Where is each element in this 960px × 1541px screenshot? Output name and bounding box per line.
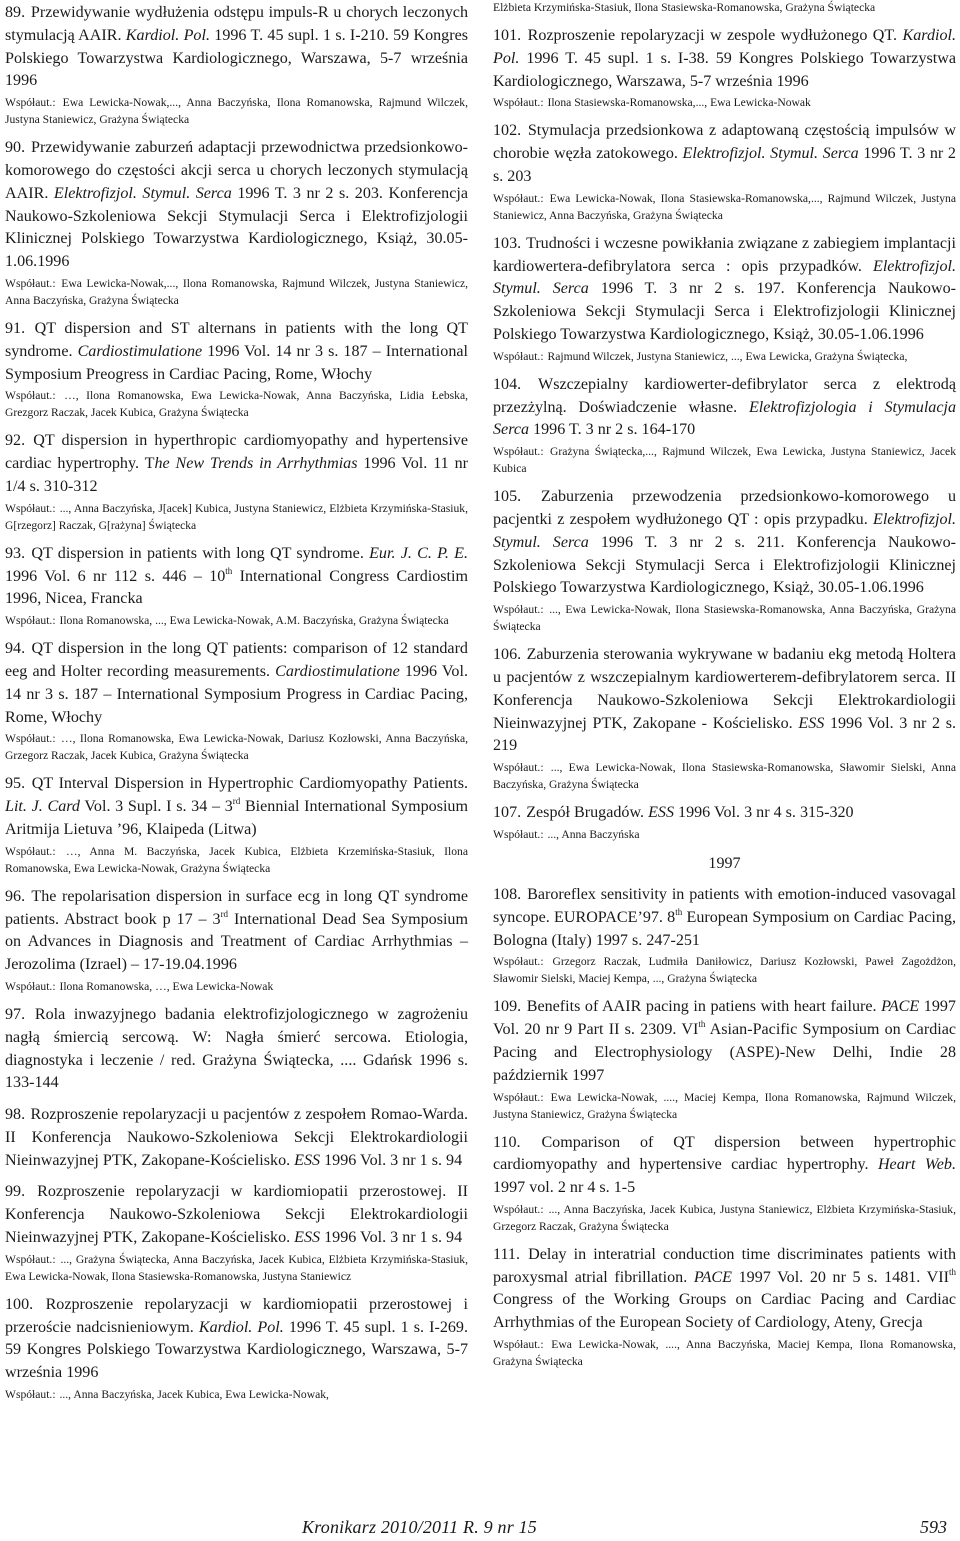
entry-text: 98. Rozproszenie repolaryzacji u pacjentów z zespołem Romao-Warda. II Konferencja Naukowo-Szkoleniowa Sekcji Elektrokardiologii Nieinwazyjnej PTK, Zakopane-Kościelisko. ESS 1996 Vol. 3 nr 1 s. 94	[5, 1106, 468, 1169]
entry-text: 108. Baroreflex sensitivity in patients with emotion-induced vasovagal syncope. EUROPACE’97. 8th European Symposium on Cardiac Pacing, Bologna (Italy) 1997 s. 247-251	[493, 885, 957, 949]
bib-entry-108	[493, 884, 956, 987]
entry-coauthors: Współaut.: Grażyna Świątecka,..., Rajmund Wilczek, Ewa Lewicka, Justyna Staniewicz, Jacek Kubica	[493, 445, 957, 476]
bib-entry-91	[5, 318, 468, 421]
entry-coauthors: Współaut.: ..., Grażyna Świątecka, Anna Baczyńska, Jacek Kubica, Elżbieta Krzymińska-Stasiuk, Ewa Lewicka-Nowak, Ilona Stasiewska-Romanowska, Justyna Staniewicz	[5, 1252, 468, 1283]
entry-text: 94. QT dispersion in the long QT patients: comparison of 12 standard eeg and Holter recording measurements. Cardiostimulatione 1996 Vol. 14 nr 3 s. 187 – International Symposium Progress in Cardiac Pacing, Rome, Włochy	[5, 640, 468, 726]
entry-coauthors: Współaut.: ..., Anna Baczyńska	[493, 827, 640, 841]
entry-coauthors: Współaut.: …, Ilona Romanowska, Ewa Lewicka-Nowak, Anna Baczyńska, Lidia Łebska, Grezgorz Raczak, Jacek Kubica, Grażyna Świątecka	[5, 389, 468, 420]
entry-coauthors: Współaut.: ..., Anna Baczyńska, Jacek Kubica, Ewa Lewicka-Nowak,	[5, 1388, 329, 1402]
entry-coauthors: Współaut.: Ewa Lewicka-Nowak, ...., Maciej Kempa, Ilona Romanowska, Rajmund Wilczek, Justyna Staniewicz, Grażyna Świątecka	[493, 1090, 957, 1121]
entry-coauthors: Współaut.: ..., Anna Baczyńska, Jacek Kubica, Justyna Staniewicz, Elżbieta Krzymińska-Stasiuk, Grzegorz Raczak, Grażyna Świątecka	[493, 1202, 956, 1233]
bib-entry-111	[493, 1244, 956, 1370]
entry-coauthors: Współaut.: Rajmund Wilczek, Justyna Staniewicz, ..., Ewa Lewicka, Grażyna Świątecka,	[493, 349, 908, 363]
footer-journal-title: Kronikarz 2010/2011 R. 9 nr 15	[302, 1517, 538, 1537]
entry-text: 92. QT dispersion in hyperthropic cardiomyopathy and hypertensive cardiac hypertrophy. The New Trends in Arrhythmias 1996 Vol. 11 nr 1/4 s. 310-312	[5, 432, 469, 495]
right-column	[493, 0, 956, 1370]
bib-entry-100	[5, 1294, 468, 1403]
entry-text: 109. Benefits of AAIR pacing in patiens with heart failure. PACE 1997 Vol. 20 nr 9 Part II s. 2309. VIth Asian-Pacific Symposium on Cardiac Pacing and Electrophysiology (ASPE)-New Delhi, Indie 28 październik 1997	[493, 998, 956, 1084]
left-entry-list	[5, 137, 468, 1403]
entry-text: 96. The repolarisation dispersion in surface ecg in long QT syndrome patients. Abstract book p 17 – 3rd International Dead Sea Symposium on Advances in Diagnosis and Treatment of Cardiac Arrhythmias – Jerozolima (Izrael) – 17-19.04.1996	[5, 887, 469, 974]
bib-entry-98	[5, 1104, 468, 1172]
bib-entry-93	[5, 543, 468, 629]
bib-entry-105	[493, 486, 956, 635]
continued-coauthors: Elżbieta Krzymińska-Stasiuk, Ilona Stasiewska-Romanowska, Grażyna Świątecka	[493, 1, 876, 14]
entry-coauthors: Współaut.: Ilona Romanowska, …, Ewa Lewicka-Nowak	[5, 979, 274, 993]
year-heading: 1997	[708, 854, 741, 872]
entry-coauthors: Współaut.: Ewa Lewicka-Nowak,..., Ilona Romanowska, Rajmund Wilczek, Justyna Staniewicz, Anna Baczyńska, Grażyna Świątecka	[5, 276, 468, 307]
right-entry-list-1996	[493, 25, 956, 843]
page-number: 593	[920, 1517, 947, 1537]
entry-coauthors: Współaut.: Ilona Stasiewska-Romanowska,..., Ewa Lewicka-Nowak	[493, 96, 811, 110]
entry-coauthors: Współaut.: Grzegorz Raczak, Ludmiła Daniłowicz, Dariusz Kozłowski, Paweł Zagożdżon, Sławomir Sielski, Maciej Kempa, ..., Grażyna Świątecka	[493, 955, 956, 986]
bib-entry-92	[5, 430, 468, 533]
bib-entry-110	[493, 1132, 956, 1235]
bib-entry-103	[493, 233, 956, 365]
entry-coauthors: Współaut.: Ewa Lewicka-Nowak, ...., Anna Baczyńska, Maciej Kempa, Ilona Romanowska, Grażyna Świątecka	[493, 1338, 956, 1369]
entry-text: 95. QT Interval Dispersion in Hypertrophic Cardiomyopathy Patients. Lit. J. Card Vol. 3 Supl. I s. 34 – 3rd Biennial International Symposium Aritmija Lietuva ’96, Klaipeda (Litwa)	[5, 775, 468, 838]
bib-entry-97	[5, 1004, 468, 1095]
entry-coauthors: Współaut.: …, Anna M. Baczyńska, Jacek Kubica, Elżbieta Krzemińska-Stasiuk, Ilona Romanowska, Ewa Lewicka-Nowak, Grażyna Świątecka	[5, 844, 468, 875]
entry-text: 104. Wszczepialny kardiowerter-defibrylator serca z elektrodą przezżylną. Doświadczenie własne. Elektrofizjologia i Stymulacja Serca 1996 T. 3 nr 2 s. 164-170	[493, 375, 956, 439]
bib-entry-102	[493, 120, 956, 223]
entry-coauthors: Współaut.: Ilona Romanowska, ..., Ewa Lewicka-Nowak, A.M. Baczyńska, Grażyna Świątecka	[5, 614, 449, 628]
bib-entry-89	[5, 2, 468, 128]
bib-entry-107	[493, 802, 956, 843]
entry-text: 90. Przewidywanie zaburzeń adaptacji przewodnictwa przedsionkowo-komorowego do częstości akcji serca u chorych leczonych stymulacją AAIR. Elektrofizjol. Stymul. Serca 1996 T. 3 nr 2 s. 203. Konferencja Naukowo-Szkoleniowa Sekcji Stymulacji Serca i Elektrofizjologii Klinicznej Polskiego Towarzystwa Kardiologicznego, Książ, 30.05-1.06.1996	[5, 139, 468, 271]
entry-text: 99. Rozproszenie repolaryzacji w kardiomiopatii przerostowej. II Konferencja Naukowo-Szkoleniowa Sekcji Elektrokardiologii Nieinwazyjnej PTK, Zakopane-Kościelisko. ESS 1996 Vol. 3 nr 1 s. 94	[5, 1183, 468, 1247]
entry-text: 91. QT dispersion and ST alternans in patients with the long QT syndrome. Cardiostimulatione 1996 Vol. 14 nr 3 s. 187 – International Symposium Preogress in Cardiac Pacing, Rome, Włochy	[5, 319, 468, 383]
entry-text: 111. Delay in interatrial conduction time discriminates patients with paroxysmal atrial fibrillation. PACE 1997 Vol. 20 nr 5 s. 1481. VIIth Congress of the Working Groups on Cardiac Pacing and Cardiac Arrhythmias of the European Society of Cardiology, Ateny, Grecja	[493, 1245, 956, 1332]
right-entry-list-1997	[493, 884, 956, 1370]
entry-text: 100. Rozproszenie repolaryzacji w kardiomiopatii przerostowej i przeroście nadcisnieniowym. Kardiol. Pol. 1996 T. 45 supl. 1 s. I-269. 59 Kongres Polskiego Towarzystwa Kardiologicznego, Warszawa, 5-7 września 1996	[5, 1295, 469, 1382]
entry-coauthors: Współaut.: Ewa Lewicka-Nowak,..., Anna Baczyńska, Ilona Romanowska, Rajmund Wilczek, Justyna Staniewicz, Grażyna Świątecka	[5, 96, 468, 127]
entry-text: 105. Zaburzenia przewodzenia przedsionkowo-komorowego u pacjentki z zespołem wydłużonego QT : opis przypadku. Elektrofizjol. Stymul. Serca 1996 T. 3 nr 2 s. 211. Konferencja Naukowo-Szkoleniowa Sekcji Stymulacji Serca i Elektrofizjologii Klinicznej Polskiego Towarzystwa Kardiologicznego, Książ, 30.05-1.06.1996	[493, 488, 956, 597]
bib-entry-104	[493, 374, 956, 477]
entry-coauthors: Współaut.: ..., Ewa Lewicka-Nowak, Ilona Stasiewska-Romanowska, Anna Baczyńska, Grażyna Świątecka	[493, 603, 956, 634]
entry-text: 89. Przewidywanie wydłużenia odstępu impuls-R u chorych leczonych stymulacją AAIR. Kardiol. Pol. 1996 T. 45 supl. 1 s. I-210. 59 Kongres Polskiego Towarzystwa Kardiologicznego, Warszawa, 5-7 września 1996	[5, 4, 469, 90]
entry-text: 93. QT dispersion in patients with long QT syndrome. Eur. J. C. P. E. 1996 Vol. 6 nr 112 s. 446 – 10th International Congress Cardiostim 1996, Nicea, Francka	[5, 544, 468, 608]
bib-entry-96	[5, 886, 468, 995]
left-column	[5, 0, 468, 1403]
entry-coauthors: Współaut.: Ewa Lewicka-Nowak, Ilona Stasiewska-Romanowska,..., Rajmund Wilczek, Justyna Staniewicz, Anna Baczyńska, Grażyna Świątecka	[493, 191, 956, 222]
entry-text: 103. Trudności i wczesne powikłania związane z zabiegiem implantacji kardiowertera-defibrylatora serca : opis przypadków. Elektrofizjol. Stymul. Serca 1996 T. 3 nr 2 s. 197. Konferencja Naukowo-Szkoleniowa Sekcji Stymulacji Serca i Elektrofizjologii Klinicznej Polskiego Towarzystwa Kardiologicznego, Książ, 30.05-1.06.1996	[493, 234, 956, 343]
entry-text: 110. Comparison of QT dispersion between hypertrophic cardiomyopathy and hypertensive cardiac hypertrophy. Heart Web. 1997 vol. 2 nr 4 s. 1-5	[493, 1133, 956, 1197]
bib-entry-109	[493, 996, 956, 1122]
entry-text: 97. Rola inwazyjnego badania elektrofizjologicznego w zagrożeniu nagłą śmiercią sercową. W: Nagła śmierć sercowa. Etiologia, diagnostyka i leczenie / red. Grażyna Świątecka, .... Gdańsk 1996 s. 133-144	[5, 1005, 468, 1092]
bib-entry-106	[493, 644, 956, 793]
entry-text: 107. Zespół Brugadów. ESS 1996 Vol. 3 nr 4 s. 315-320	[493, 804, 854, 822]
bib-entry-101	[493, 25, 956, 111]
entry-coauthors: Współaut.: …, Ilona Romanowska, Ewa Lewicka-Nowak, Dariusz Kozłowski, Anna Baczyńska, Grzegorz Raczak, Jacek Kubica, Grażyna Świątecka	[5, 732, 468, 763]
bib-entry-90	[5, 137, 468, 309]
bib-entry-95	[5, 773, 468, 876]
bib-entry-94	[5, 638, 468, 764]
bib-entry-99	[5, 1181, 468, 1284]
entry-text: 106. Zaburzenia sterowania wykrywane w badaniu ekg metodą Holtera u pacjentów z wszczepialnym kardiowerterem-defibrylatorem serca. II Konferencja Naukowo-Szkoleniowa Sekcji Elektrokardiologii Nieinwazyjnej PTK, Zakopane - Kościelisko. ESS 1996 Vol. 3 nr 2 s. 219	[493, 646, 956, 755]
entry-text: 102. Stymulacja przedsionkowa z adaptowaną częstością impulsów w chorobie węzła zatokowego. Elektrofizjol. Stymul. Serca 1996 T. 3 nr 2 s. 203	[493, 122, 956, 185]
entry-text: 101. Rozproszenie repolaryzacji w zespole wydłużonego QT. Kardiol. Pol. 1996 T. 45 supl. 1 s. I-38. 59 Kongres Polskiego Towarzystwa Kardiologicznego, Warszawa, 5-7 września 1996	[493, 27, 957, 90]
entry-coauthors: Współaut.: ..., Anna Baczyńska, J[acek] Kubica, Justyna Staniewicz, Elżbieta Krzymińska-Stasiuk, G[rzegorz] Raczak, G[rażyna] Świątecka	[5, 501, 468, 532]
entry-coauthors: Współaut.: ..., Ewa Lewicka-Nowak, Ilona Stasiewska-Romanowska, Sławomir Sielski, Anna Baczyńska, Grażyna Świątecka	[493, 761, 956, 792]
